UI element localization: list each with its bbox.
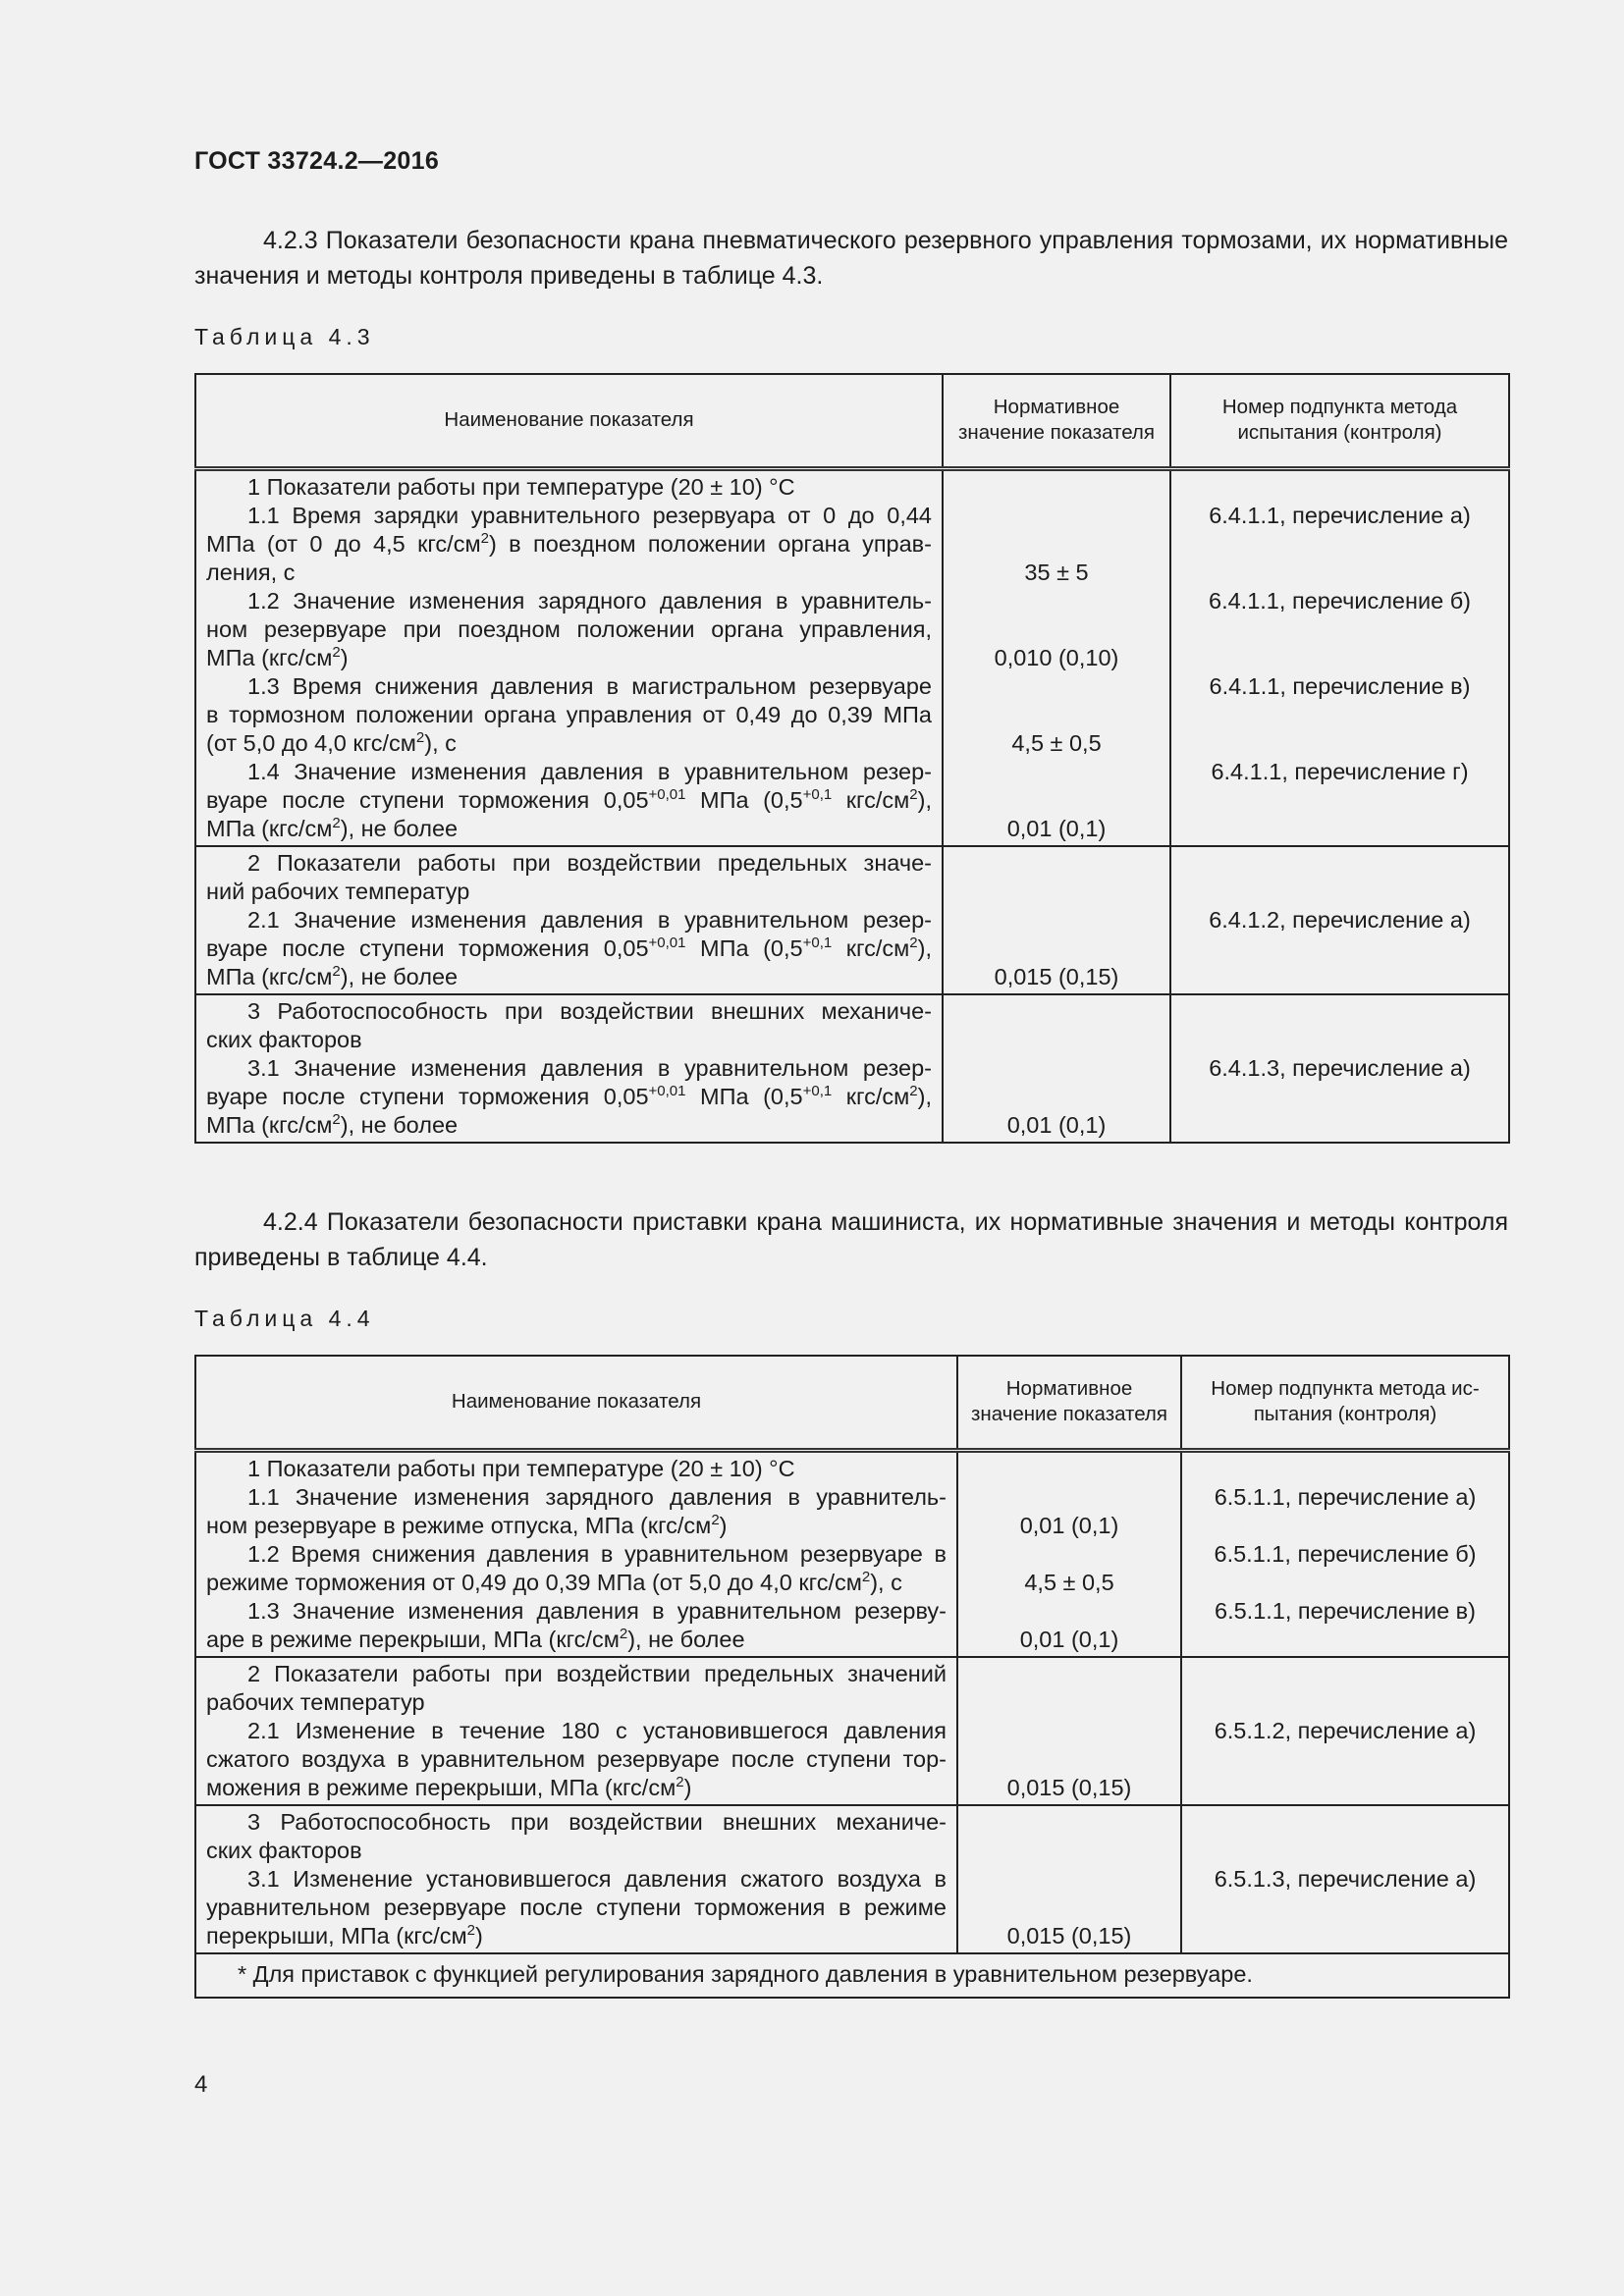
table-4-3-method-line: 6.4.1.1, перечисление а) — [1209, 502, 1471, 528]
table-4-4-indicator-line: 2 Показатели работы при воздействии предельных значений — [247, 1660, 947, 1686]
table-4-4-method-line — [1186, 1745, 1504, 1774]
table-4-3-value-line — [947, 878, 1165, 906]
table-4-4-value-line: 0,015 (0,15) — [1006, 1922, 1132, 1949]
table-4-3-method-line — [1175, 1111, 1504, 1140]
table-4-4-value-line — [962, 1483, 1176, 1512]
table-4-3-indicator-line: МПа $(кгс/см^2)$, не более — [206, 1110, 459, 1138]
table-4-4-body — [195, 1450, 1509, 1953]
table-4-4-value-line — [962, 1660, 1176, 1688]
table-4-3-value-line — [947, 997, 1165, 1026]
table-4-4-method-line — [1186, 1922, 1504, 1950]
table-4-3-indicator-line: ний рабочих температур — [206, 878, 470, 904]
table-4-4-method-line — [1186, 1837, 1504, 1865]
table-4-4-indicator-line: аре в режиме перекрыши, МПа $(кгс/см^2)$, не более — [206, 1625, 745, 1652]
table-4-4-group-1 — [195, 1450, 1509, 1657]
table-4-4-value-line — [962, 1808, 1176, 1837]
table-4-4-method-line: 6.5.1.1, перечисление а) — [1214, 1483, 1477, 1510]
paragraph-4-2-4: 4.2.4 Показатели безопасности приставки крана машиниста, их нормативные значения и методы контроля приведены в таблице 4.4. — [194, 1208, 1508, 1271]
table-4-4-indicator-cell — [195, 1805, 957, 1953]
table-4-3-value-line: 0,01 (0,1) — [1006, 1111, 1107, 1138]
table-4-4-footnote: * Для приставок с функцией регулирования зарядного давления в уравнительном резервуаре. — [195, 1953, 1509, 1998]
table-4-3-value-line — [947, 1026, 1165, 1054]
table-4-4-method-line — [1186, 1894, 1504, 1922]
table-4-4-header-value: Нормативное значение показателя — [957, 1356, 1181, 1450]
table-4-4-indicator-line: ских факторов — [206, 1837, 362, 1863]
table-4-3-header-value: Нормативное значение показателя — [943, 374, 1170, 468]
table-4-3-method-line — [1175, 849, 1504, 878]
table-4-3-value-line — [947, 587, 1165, 615]
table-4-3-body — [195, 468, 1509, 1143]
table-4-4-method-line — [1186, 1512, 1504, 1540]
table-4-4-value-line — [962, 1745, 1176, 1774]
table-4-3-value-line — [947, 672, 1165, 701]
table-4-3-method-line — [1175, 615, 1504, 644]
table-4-3-value-line — [947, 530, 1165, 559]
table-4-4-value-line — [962, 1540, 1176, 1569]
table-4-4-method-line: 6.5.1.2, перечисление а) — [1214, 1717, 1477, 1743]
table-4-3-header-method: Номер подпункта метода испытания (контроля) — [1170, 374, 1509, 468]
page-number: 4 — [194, 2071, 208, 2098]
table-4-4-method-line — [1186, 1688, 1504, 1717]
table-4-4-value-line: 0,015 (0,15) — [1006, 1774, 1132, 1800]
table-4-3-indicator-cell — [195, 994, 943, 1143]
table-4-4-value-line — [962, 1688, 1176, 1717]
table-4-4-caption: Таблица 4.4 — [194, 1306, 375, 1331]
table-4-3-method-cell — [1170, 994, 1509, 1143]
table-4-4-indicator-line: можения в режиме перекрыши, МПа $(кгс/см^2)$ — [206, 1773, 692, 1800]
table-4-4-method-line — [1186, 1455, 1504, 1483]
table-4-3-indicator-line: ном резервуаре при поездном положении органа управления, — [206, 615, 932, 642]
table-4-3-method-line: 6.4.1.1, перечисление б) — [1209, 587, 1471, 614]
table-4-3-indicator-line: вуаре после ступени торможения $0,05^{+0,01}$ МПа ($0,5^{+0,1}$ кгс/$см^2$), — [206, 934, 932, 961]
table-4-4-value-cell — [957, 1657, 1181, 1805]
table-4-3-method-line — [1175, 815, 1504, 843]
table-4-4-method-cell — [1181, 1657, 1509, 1805]
table-4-4-method-cell — [1181, 1450, 1509, 1657]
table-4-3-method-line — [1175, 729, 1504, 758]
table-4-3-method-line — [1175, 997, 1504, 1026]
table-4-3-method-line — [1175, 1083, 1504, 1111]
table-4-3-method-line: 6.4.1.2, перечисление а) — [1209, 906, 1471, 933]
table-4-4-indicator-line: 1.2 Время снижения давления в уравнительном резервуаре в — [247, 1540, 947, 1567]
table-4-3-indicator-line: МПа $(кгс/см^2)$, не более — [206, 814, 459, 841]
table-4-3-indicator-line: МПа $(кгс/см^2)$ — [206, 643, 349, 670]
table-4-3-method-cell — [1170, 846, 1509, 994]
table-4-3-value-line — [947, 473, 1165, 502]
table-4-3-method-line: 6.4.1.3, перечисление а) — [1209, 1054, 1471, 1081]
table-4-3-method-line — [1175, 786, 1504, 815]
table-4-3-method-line — [1175, 530, 1504, 559]
table-4-3-indicator-line: 1.2 Значение изменения зарядного давления в уравнитель- — [247, 587, 932, 614]
table-4-3-indicator-line: 1.4 Значение изменения давления в уравнительном резер- — [247, 758, 932, 784]
table-4-4-value-line — [962, 1597, 1176, 1626]
table-4-3-value-line — [947, 906, 1165, 934]
table-4-4-indicator-line: 1.3 Значение изменения давления в уравнительном резерву- — [247, 1597, 947, 1624]
table-4-3-value-line: 0,01 (0,1) — [1006, 815, 1107, 841]
table-4-3-indicator-line: ления, с — [206, 559, 296, 585]
table-4-4-indicator-line: уравнительном резервуаре после ступени торможения в режиме — [206, 1894, 947, 1920]
table-4-3-group-3 — [195, 994, 1509, 1143]
table-4-4-value-cell — [957, 1805, 1181, 1953]
table-4-3-value-line — [947, 786, 1165, 815]
table-4-4-method-line — [1186, 1660, 1504, 1688]
paragraph-4-2-3: 4.2.3 Показатели безопасности крана пневматического резервного управления тормозами, их нормативные значения и методы контроля приведены в таблице 4.3. — [194, 227, 1508, 290]
table-4-3-method-cell — [1170, 468, 1509, 846]
table-4-3-method-line — [1175, 934, 1504, 963]
table-4-3-value-line: 4,5 ± 0,5 — [1011, 729, 1102, 756]
table-4-3-caption: Таблица 4.3 — [194, 324, 375, 349]
table-4-3-indicator-line: 1.3 Время снижения давления в магистральном резервуаре — [247, 672, 932, 699]
table-4-4-indicator-line: рабочих температур — [206, 1688, 425, 1715]
table-4-4-value-line — [962, 1894, 1176, 1922]
table-4-3-header-name: Наименование показателя — [195, 374, 943, 468]
table-4-4-header-name: Наименование показателя — [195, 1356, 957, 1450]
table-4-3-indicator-line: 3 Работоспособность при воздействии внешних механиче- — [247, 997, 932, 1024]
table-4-3-value-line — [947, 615, 1165, 644]
table-4-3 — [194, 373, 1510, 1144]
table-4-3-value-cell — [943, 846, 1170, 994]
table-4-3-value-cell — [943, 468, 1170, 846]
table-4-3-value-line — [947, 1083, 1165, 1111]
table-4-3-indicator-line: 2.1 Значение изменения давления в уравнительном резер- — [247, 906, 932, 933]
table-4-4-value-line: 0,01 (0,1) — [1019, 1512, 1119, 1538]
table-4-3-indicator-line: 2 Показатели работы при воздействии предельных значе- — [247, 849, 932, 876]
table-4-4-indicator-line: ном резервуаре в режиме отпуска, МПа $(кгс/см^2)$ — [206, 1511, 728, 1538]
table-4-3-method-line: 6.4.1.1, перечисление в) — [1209, 672, 1471, 699]
table-4-4-value-line: 0,01 (0,1) — [1019, 1626, 1119, 1652]
table-4-4-indicator-line: 1 Показатели работы при температуре (20 ± 10) °С — [247, 1455, 795, 1481]
table-4-4-value-line — [962, 1455, 1176, 1483]
table-4-4-method-line: 6.5.1.1, перечисление в) — [1215, 1597, 1476, 1624]
table-4-3-value-line: 0,010 (0,10) — [994, 644, 1119, 670]
table-4-4-group-3 — [195, 1805, 1509, 1953]
table-4-3-indicator-line: 1 Показатели работы при температуре (20 ± 10) °С — [247, 473, 795, 500]
table-4-4-value-line — [962, 1865, 1176, 1894]
table-4-4-value-line — [962, 1717, 1176, 1745]
table-4-4 — [194, 1355, 1510, 1999]
table-4-4-value-cell — [957, 1450, 1181, 1657]
table-4-3-method-line — [1175, 473, 1504, 502]
table-4-3-method-line — [1175, 559, 1504, 587]
table-4-3-indicator-line: вуаре после ступени торможения $0,05^{+0,01}$ МПа ($0,5^{+0,1}$ кгс/$см^2$), — [206, 785, 932, 813]
table-4-3-method-line — [1175, 701, 1504, 729]
table-4-3-value-cell — [943, 994, 1170, 1143]
doc-title: ГОСТ 33724.2—2016 — [194, 147, 440, 175]
table-4-4-method-line — [1186, 1774, 1504, 1802]
table-4-4-group-2 — [195, 1657, 1509, 1805]
table-4-4-indicator-cell — [195, 1657, 957, 1805]
table-4-4-indicator-line: 3.1 Изменение установившегося давления сжатого воздуха в — [247, 1865, 947, 1892]
table-4-4-method-line — [1186, 1808, 1504, 1837]
table-4-3-method-line: 6.4.1.1, перечисление г) — [1211, 758, 1469, 784]
table-4-3-value-line: 35 ± 5 — [1024, 559, 1089, 585]
table-4-3-method-line — [1175, 644, 1504, 672]
table-4-3-group-1 — [195, 468, 1509, 846]
table-4-3-indicator-line: ских факторов — [206, 1026, 362, 1052]
table-4-4-indicator-line: 2.1 Изменение в течение 180 с установившегося давления — [247, 1717, 947, 1743]
table-4-3-indicator-line: в тормозном положении органа управления от 0,49 до 0,39 МПа — [206, 701, 932, 727]
table-4-4-indicator-line: перекрыши, МПа $(кгс/см^2)$ — [206, 1921, 483, 1949]
table-4-3-indicator-line: 1.1 Время зарядки уравнительного резервуара от 0 до 0,44 — [247, 502, 932, 528]
table-4-3-method-line — [1175, 878, 1504, 906]
table-4-4-indicator-cell — [195, 1450, 957, 1657]
table-4-3-value-line — [947, 502, 1165, 530]
table-4-3-indicator-line: (от 5,0 до 4,0 кгс/$см^2$), с — [206, 728, 457, 756]
table-4-3-value-line: 0,015 (0,15) — [994, 963, 1119, 989]
table-4-3-method-line — [1175, 963, 1504, 991]
table-4-4-method-line: 6.5.1.3, перечисление а) — [1214, 1865, 1477, 1892]
table-4-3-value-line — [947, 758, 1165, 786]
table-4-4-method-line — [1186, 1569, 1504, 1597]
table-4-4-header-method: Номер подпункта метода ис-пытания (контроля) — [1181, 1356, 1509, 1450]
table-4-3-value-line — [947, 849, 1165, 878]
table-4-3-value-line — [947, 934, 1165, 963]
table-4-3-value-line — [947, 701, 1165, 729]
table-4-4-indicator-line: режиме торможения от 0,49 до 0,39 МПа (от 5,0 до 4,0 кгс/$см^2$), с — [206, 1568, 902, 1595]
table-4-4-value-line: 4,5 ± 0,5 — [1024, 1569, 1114, 1595]
table-4-3-group-2 — [195, 846, 1509, 994]
table-4-3-method-line — [1175, 1026, 1504, 1054]
table-4-4-indicator-line: 3 Работоспособность при воздействии внешних механиче- — [247, 1808, 947, 1835]
table-4-3-value-line — [947, 1054, 1165, 1083]
table-4-3-indicator-line: МПа $(кгс/см^2)$, не более — [206, 962, 459, 989]
table-4-3-indicator-line: МПа (от 0 до 4,5 кгс/$см^2$) в поездном положении органа управ- — [206, 529, 932, 557]
table-4-3-indicator-cell — [195, 468, 943, 846]
table-4-3-indicator-line: 3.1 Значение изменения давления в уравнительном резер- — [247, 1054, 932, 1081]
table-4-4-value-line — [962, 1837, 1176, 1865]
table-4-4-method-line — [1186, 1626, 1504, 1654]
table-4-4-method-line: 6.5.1.1, перечисление б) — [1214, 1540, 1477, 1567]
table-4-3-indicator-line: вуаре после ступени торможения $0,05^{+0,01}$ МПа ($0,5^{+0,1}$ кгс/$см^2$), — [206, 1082, 932, 1109]
table-4-4-indicator-line: 1.1 Значение изменения зарядного давления в уравнитель- — [247, 1483, 947, 1510]
table-4-3-indicator-cell — [195, 846, 943, 994]
table-4-4-indicator-line: сжатого воздуха в уравнительном резервуаре после ступени тор- — [206, 1745, 947, 1772]
table-4-4-method-cell — [1181, 1805, 1509, 1953]
